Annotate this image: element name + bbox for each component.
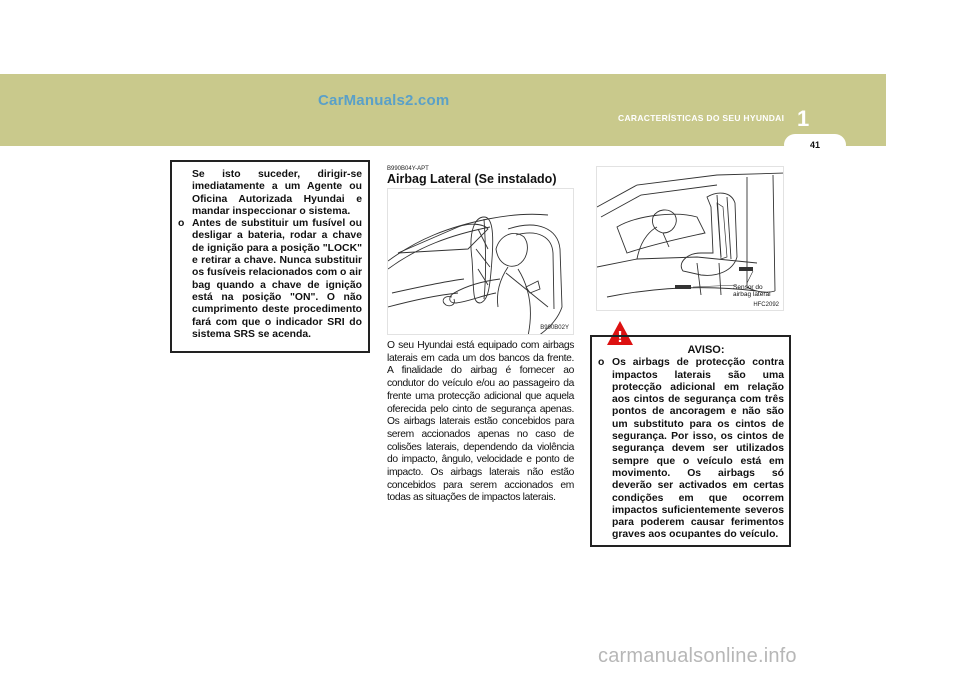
notice-bullet-text: Antes de substituir um fusível ou desligar a bateria, rodar a chave de ignição para a posição "LOCK" e retirar a chave. Nunca substituir os fusíveis relacionados com o air bag quando a chave de ignição está na posição "ON". O não cumprimento deste procedimento fará com que o indicador SRI do sistema SRS se acenda.	[192, 218, 362, 340]
sensor-caption	[733, 284, 771, 298]
warning-bullet	[598, 357, 784, 541]
notice-box	[170, 160, 370, 353]
warning-title: AVISO:	[687, 344, 725, 356]
side-airbag-drawing	[388, 189, 574, 335]
figure-code: HFC2092	[753, 302, 779, 308]
section-title: CARACTERÍSTICAS DO SEU HYUNDAI	[618, 113, 785, 123]
section-heading: Airbag Lateral (Se instalado)	[387, 172, 557, 186]
section-code: B990B04Y-APT	[387, 166, 429, 172]
page-number: 41	[784, 134, 846, 156]
body-paragraph: O seu Hyundai está equipado com airbags laterais em cada um dos bancos da frente. A finalidade do airbag é fornecer ao condutor do veículo e/ou ao passageiro da frente uma protecção adicional que aquela oferecida pelo cinto de segurança apenas. Os airbags laterais estão concebidos para serem accionados apenas no caso de colisões laterais, dependendo da violência do impacto, ângulo, velocidade e ponto de impacto. Os airbags laterais não estão concebidos para serem accionados em todas as situações de impactos laterais.	[387, 340, 574, 504]
sensor-caption-line1: Sensor do	[733, 284, 763, 291]
notice-bullet	[178, 218, 362, 341]
warning-box	[590, 335, 791, 547]
warning-text: Os airbags de protecção contra impactos laterais são uma protecção adicional em relação aos cintos de segurança com três pontos de ancoragem e não são um substituto para os cintos de segurança. Por isso, os cintos de segurança devem ser utilizados sempre que o veículo está em movimento. Os airbags só deverão ser activados em certas condições em que ocorrem impactos suficientemente severos para poderem causar ferimentos graves aos ocupantes do veículo.	[612, 357, 784, 541]
figure-code: B990B02Y	[540, 325, 569, 331]
header-band	[0, 74, 886, 146]
notice-paragraph: Se isto suceder, dirigir-se imediatamente a um Agente ou Oficina Autorizada Hyundai e mandar inspeccionar o sistema.	[192, 169, 362, 217]
bullet-mark: o	[598, 357, 605, 369]
brand-link[interactable]: CarManuals2.com	[318, 92, 450, 109]
chapter-number: 1	[797, 106, 810, 131]
sensor-caption-line2: airbag lateral	[733, 291, 771, 298]
bullet-mark: o	[178, 218, 185, 230]
side-airbag-illustration	[387, 188, 574, 335]
watermark: carmanualsonline.info	[598, 645, 797, 667]
car-interior-illustration	[596, 166, 784, 311]
warning-exclamation: !	[617, 329, 623, 346]
